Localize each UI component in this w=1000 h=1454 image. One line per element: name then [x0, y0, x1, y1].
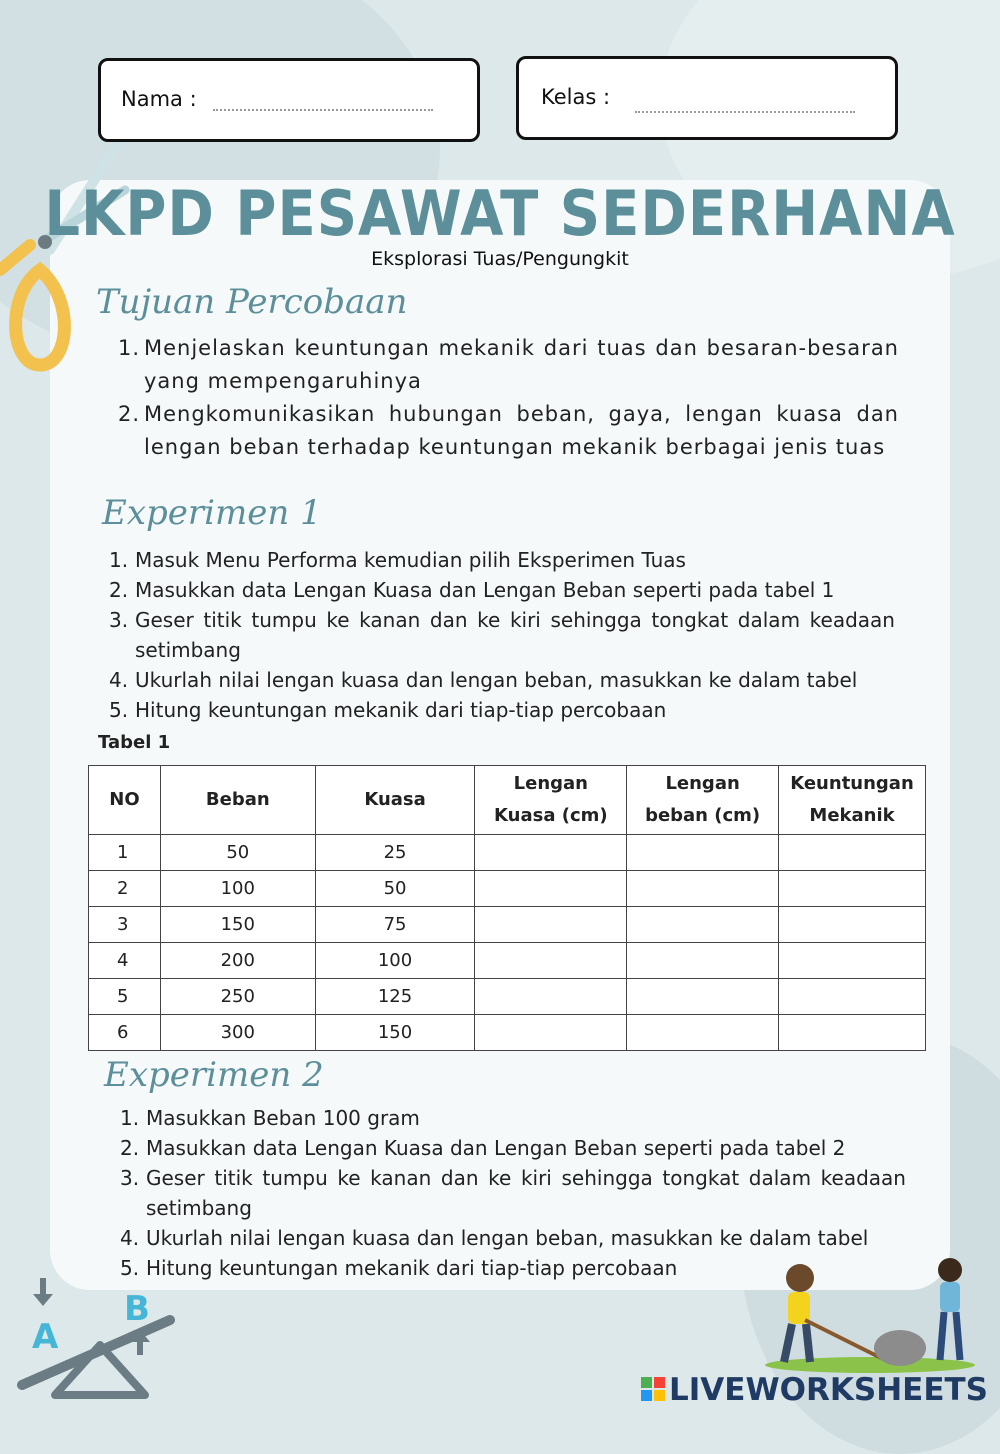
tabel1-label: Tabel 1	[98, 732, 171, 753]
nama-field[interactable]	[98, 58, 480, 142]
col-header-lengan-beban: Lengan beban (cm)	[627, 766, 779, 835]
tujuan-heading: Tujuan Percobaan	[96, 282, 408, 322]
table-row: 1 50 25	[89, 835, 926, 871]
liveworksheets-logo-icon	[641, 1377, 665, 1401]
lengan-kuasa-input[interactable]	[475, 979, 627, 1015]
table-header-row	[89, 766, 926, 835]
keuntungan-mekanik-input[interactable]	[779, 835, 926, 871]
page-subtitle: Eksplorasi Tuas/Pengungkit	[371, 248, 629, 270]
experimen1-list	[109, 545, 895, 725]
list-item: 5. Hitung keuntungan mekanik dari tiap-tiap percobaan	[109, 698, 667, 722]
label-a: A	[32, 1317, 59, 1357]
table-row: 5 250 125	[89, 979, 926, 1015]
list-item: 2. Mengkomunikasikan hubungan beban, gaya, lengan kuasa dan lengan beban terhadap keuntungan mekanik berbagai jenis tuas	[118, 402, 899, 459]
keuntungan-mekanik-input[interactable]	[779, 1015, 926, 1051]
keuntungan-mekanik-input[interactable]	[779, 871, 926, 907]
label-b: B	[124, 1289, 150, 1329]
lengan-kuasa-input[interactable]	[475, 943, 627, 979]
table-row: 3 150 75	[89, 907, 926, 943]
lengan-beban-input[interactable]	[627, 943, 779, 979]
col-header-no: NO	[89, 766, 161, 835]
lengan-beban-input[interactable]	[627, 907, 779, 943]
watermark: LIVEWORKSHEETS	[641, 1372, 988, 1408]
list-item: 2. Masukkan data Lengan Kuasa dan Lengan Beban seperti pada tabel 1	[109, 578, 835, 602]
kelas-field[interactable]	[516, 56, 898, 140]
list-item: 5. Hitung keuntungan mekanik dari tiap-tiap percobaan	[120, 1256, 678, 1280]
page-title: LKPD PESAWAT SEDERHANA	[44, 178, 956, 251]
kelas-input-line[interactable]	[635, 111, 855, 113]
lengan-kuasa-input[interactable]	[475, 871, 627, 907]
table-row: 2 100 50	[89, 871, 926, 907]
nama-input-line[interactable]	[213, 109, 433, 111]
list-item: 3. Geser titik tumpu ke kanan dan ke kiri sehingga tongkat dalam keadaan setimbang	[120, 1166, 906, 1220]
seesaw-icon	[10, 1270, 180, 1410]
list-item: 4. Ukurlah nilai lengan kuasa dan lengan beban, masukkan ke dalam tabel	[109, 668, 858, 692]
list-item: 1. Masuk Menu Performa kemudian pilih Eksperimen Tuas	[109, 548, 686, 572]
lengan-beban-input[interactable]	[627, 871, 779, 907]
list-item: 1. Masukkan Beban 100 gram	[120, 1106, 420, 1130]
col-header-lengan-kuasa: Lengan Kuasa (cm)	[475, 766, 627, 835]
col-header-kuasa: Kuasa	[315, 766, 475, 835]
tabel1	[88, 765, 926, 1051]
lengan-kuasa-input[interactable]	[475, 1015, 627, 1051]
list-item: 1. Menjelaskan keuntungan mekanik dari tuas dan besaran-besaran yang mempengaruhinya	[118, 336, 899, 393]
experimen2-heading: Experimen 2	[104, 1055, 324, 1095]
kids-lever-illustration	[760, 1250, 980, 1380]
lengan-kuasa-input[interactable]	[475, 907, 627, 943]
lengan-beban-input[interactable]	[627, 835, 779, 871]
kelas-label: Kelas :	[541, 85, 611, 109]
col-header-keuntungan-mekanik: Keuntungan Mekanik	[779, 766, 926, 835]
list-item: 3. Geser titik tumpu ke kanan dan ke kiri sehingga tongkat dalam keadaan setimbang	[109, 608, 895, 662]
lengan-beban-input[interactable]	[627, 979, 779, 1015]
lengan-kuasa-input[interactable]	[475, 835, 627, 871]
lengan-beban-input[interactable]	[627, 1015, 779, 1051]
keuntungan-mekanik-input[interactable]	[779, 907, 926, 943]
table-row: 4 200 100	[89, 943, 926, 979]
list-item: 2. Masukkan data Lengan Kuasa dan Lengan Beban seperti pada tabel 2	[120, 1136, 846, 1160]
experimen1-heading: Experimen 1	[102, 493, 322, 533]
table-row: 6 300 150	[89, 1015, 926, 1051]
keuntungan-mekanik-input[interactable]	[779, 943, 926, 979]
list-item: 4. Ukurlah nilai lengan kuasa dan lengan beban, masukkan ke dalam tabel	[120, 1226, 869, 1250]
col-header-beban: Beban	[160, 766, 315, 835]
keuntungan-mekanik-input[interactable]	[779, 979, 926, 1015]
nama-label: Nama :	[121, 87, 197, 111]
tujuan-list	[118, 332, 899, 464]
